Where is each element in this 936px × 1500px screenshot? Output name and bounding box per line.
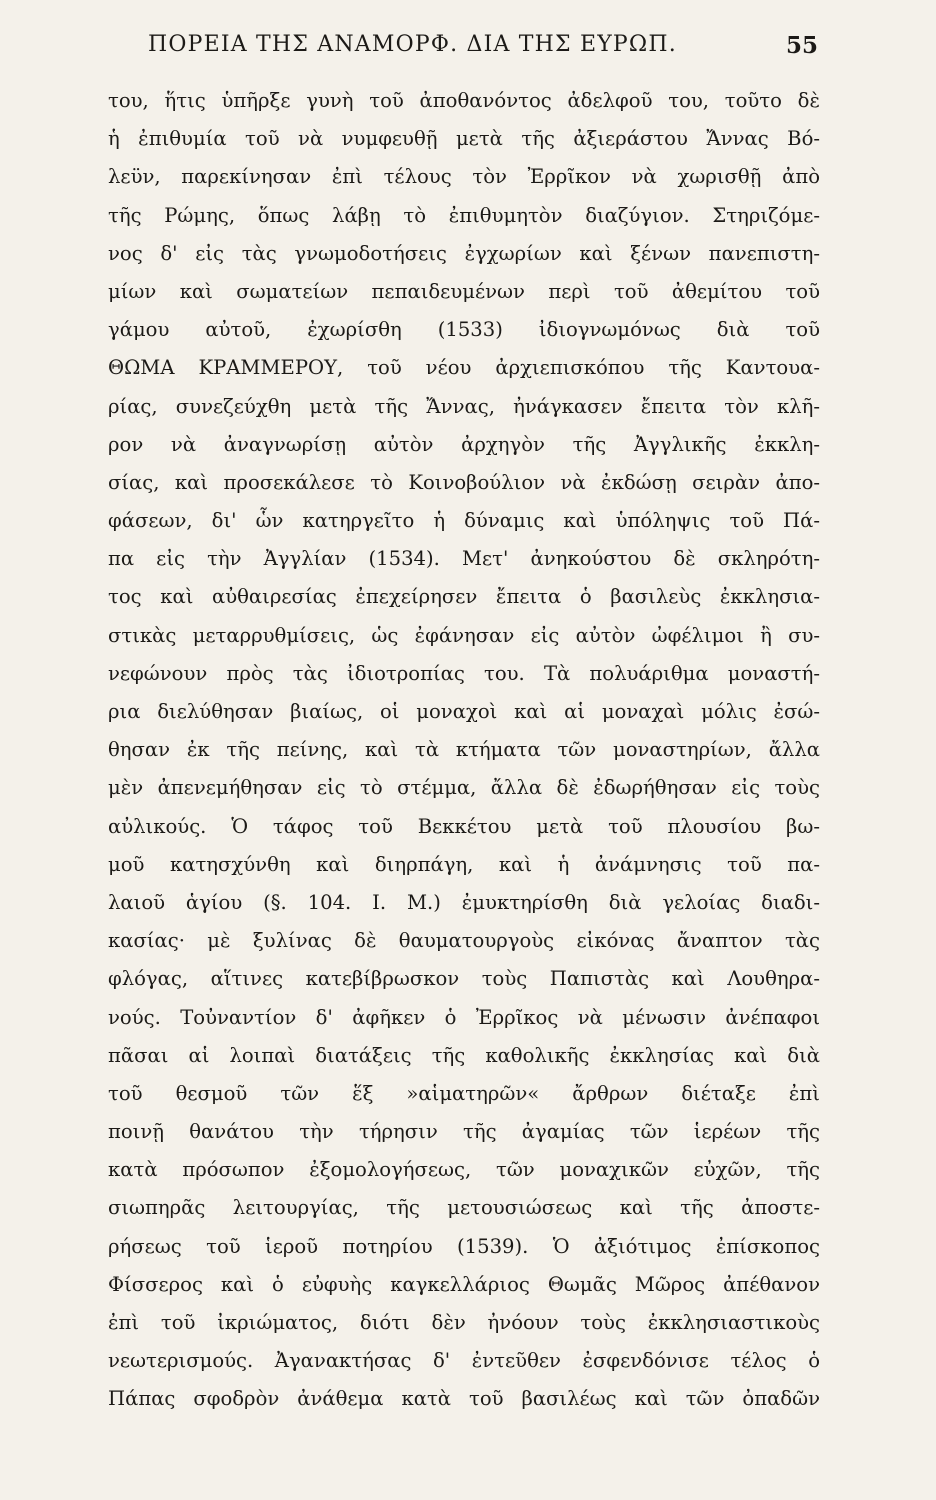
text-line: ρίας, συνεζεύχθη μετὰ τῆς Ἄννας, ἠνάγκασεν ἔπειτα τὸν κλῆ- xyxy=(108,394,820,418)
text-line: ρια διελύθησαν βιαίως, οἱ μοναχοὶ καὶ αἱ μοναχαὶ μόλις ἐσώ- xyxy=(108,700,820,723)
text-line: σιωπηρᾶς λειτουργίας, τῆς μετουσιώσεως καὶ τῆς ἀποστε- xyxy=(108,1196,820,1220)
text-line: πᾶσαι αἱ λοιπαὶ διατάξεις τῆς καθολικῆς ἐκκλησίας καὶ διὰ xyxy=(108,1043,820,1067)
text-line: νούς. Τοὐναντίον δ' ἀφῆκεν ὁ Ἐρρῖκος νὰ μένωσιν ἀνέπαφοι xyxy=(108,1005,820,1029)
text-line: νεφώνουν πρὸς τὰς ἰδιοτροπίας του. Τὰ πολυάριθμα μοναστή- xyxy=(108,661,820,685)
running-title: ΠΟΡΕΙΑ ΤΗΣ ΑΝΑΜΟΡΦ. ΔΙΑ ΤΗΣ ΕΥΡΩΠ. xyxy=(148,32,677,57)
text-line: γάμου αὐτοῦ, ἐχωρίσθη (1533) ἰδιογνωμόνως διὰ τοῦ xyxy=(108,318,820,342)
body-text xyxy=(108,82,820,1419)
text-line: κασίας· μὲ ξυλίνας δὲ θαυματουργοὺς εἰκόνας ἄναπτον τὰς xyxy=(108,929,820,953)
text-line: Πάπας σφοδρὸν ἀνάθεμα κατὰ τοῦ βασιλέως καὶ τῶν ὀπαδῶν xyxy=(108,1387,820,1411)
text-line: μὲν ἀπενεμήθησαν εἰς τὸ στέμμα, ἄλλα δὲ ἐδωρήθησαν εἰς τοὺς xyxy=(108,776,820,800)
text-line: στικὰς μεταρρυθμίσεις, ὡς ἐφάνησαν εἰς αὐτὸν ὠφέλιμοι ἢ συ- xyxy=(108,623,820,647)
text-line: ποινῇ θανάτου τὴν τήρησιν τῆς ἀγαμίας τῶν ἱερέων τῆς xyxy=(108,1120,820,1144)
text-line: φάσεων, δι' ὧν κατηργεῖτο ἡ δύναμις καὶ ὑπόληψις τοῦ Πά- xyxy=(108,509,820,533)
text-line: λαιοῦ ἁγίου (§. 104. I. M.) ἐμυκτηρίσθη διὰ γελοίας διαδι- xyxy=(108,890,820,914)
text-line: αὐλικούς. Ὁ τάφος τοῦ Βεκκέτου μετὰ τοῦ πλουσίου βω- xyxy=(108,814,820,838)
text-line: τος καὶ αὐθαιρεσίας ἐπεχείρησεν ἔπειτα ὁ βασιλεὺς ἐκκλησια- xyxy=(108,585,820,609)
text-line: τῆς Ρώμης, ὅπως λάβῃ τὸ ἐπιθυμητὸν διαζύγιον. Στηριζόμε- xyxy=(108,203,820,227)
text-line: σίας, καὶ προσεκάλεσε τὸ Κοινοβούλιον νὰ ἐκδώσῃ σειρὰν ἀπο- xyxy=(108,470,820,494)
text-line: κατὰ πρόσωπον ἐξομολογήσεως, τῶν μοναχικῶν εὐχῶν, τῆς xyxy=(108,1158,820,1182)
text-line: Φίσσερος καὶ ὁ εὐφυὴς καγκελλάριος Θωμᾶς Μῶρος ἀπέθανον xyxy=(108,1272,820,1296)
text-line: νος δ' εἰς τὰς γνωμοδοτήσεις ἐγχωρίων καὶ ξένων πανεπιστη- xyxy=(108,241,820,265)
text-line: ἡ ἐπιθυμία τοῦ νὰ νυμφευθῇ μετὰ τῆς ἀξιεράστου Ἄννας Βό- xyxy=(108,127,820,151)
page-number: 55 xyxy=(785,32,818,59)
page-header xyxy=(148,32,818,66)
text-line: ρον νὰ ἀναγνωρίσῃ αὐτὸν ἀρχηγὸν τῆς Ἀγγλικῆς ἐκκλη- xyxy=(108,432,820,456)
text-line: λεϋν, παρεκίνησαν ἐπὶ τέλους τὸν Ἐρρῖκον νὰ χωρισθῇ ἀπὸ xyxy=(108,165,820,189)
text-line: ρήσεως τοῦ ἱεροῦ ποτηρίου (1539). Ὁ ἀξιότιμος ἐπίσκοπος xyxy=(108,1234,820,1258)
text-line: ἐπὶ τοῦ ἰκριώματος, διότι δὲν ἠνόουν τοὺς ἐκκλησιαστικοὺς xyxy=(108,1311,820,1334)
text-line: μοῦ κατησχύνθη καὶ διηρπάγη, καὶ ἡ ἀνάμνησις τοῦ πα- xyxy=(108,852,820,876)
text-line: μίων καὶ σωματείων πεπαιδευμένων περὶ τοῦ ἀθεμίτου τοῦ xyxy=(108,279,820,303)
text-line: πα εἰς τὴν Ἀγγλίαν (1534). Μετ' ἀνηκούστου δὲ σκληρότη- xyxy=(108,547,820,571)
text-line: ΘΩΜΑ ΚΡΑΜΜΕΡΟΥ, τοῦ νέου ἀρχιεπισκόπου τῆς Καντουα- xyxy=(108,356,820,380)
text-line: φλόγας, αἵτινες κατεβίβρωσκον τοὺς Παπιστὰς καὶ Λουθηρα- xyxy=(108,967,820,991)
text-line: θησαν ἐκ τῆς πείνης, καὶ τὰ κτήματα τῶν μοναστηρίων, ἄλλα xyxy=(108,738,820,762)
text-line: νεωτερισμούς. Ἀγανακτήσας δ' ἐντεῦθεν ἐσφενδόνισε τέλος ὁ xyxy=(108,1349,820,1373)
text-line: του, ἥτις ὑπῆρξε γυνὴ τοῦ ἀποθανόντος ἀδελφοῦ του, τοῦτο δὲ xyxy=(108,89,820,112)
text-line: τοῦ θεσμοῦ τῶν ἕξ »αἱματηρῶν« ἄρθρων διέταξε ἐπὶ xyxy=(108,1081,820,1105)
